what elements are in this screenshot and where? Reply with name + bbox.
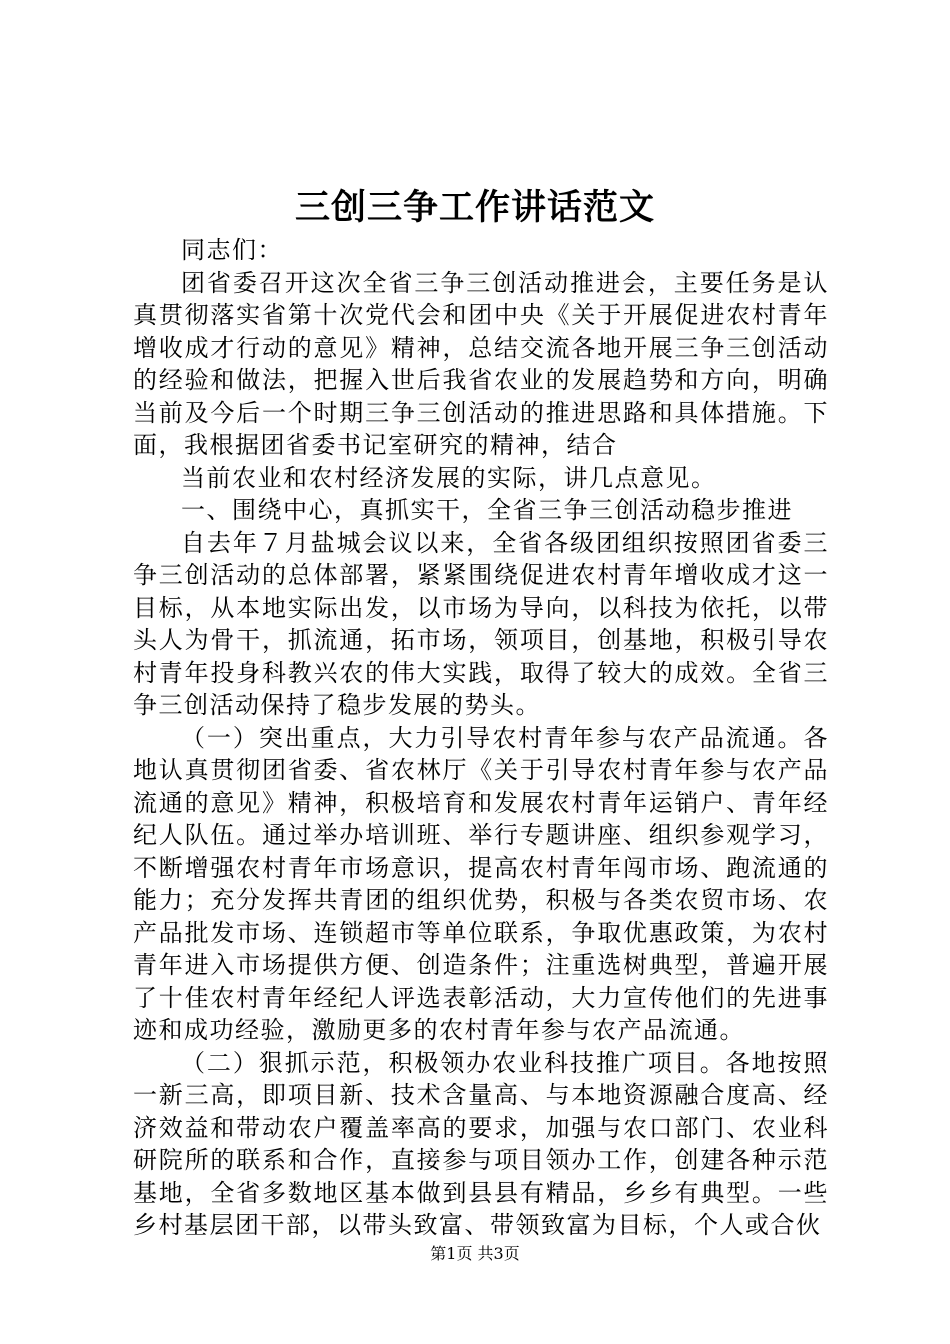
body-paragraph: （二）狠抓示范，积极领办农业科技推广项目。各地按照一新三高，即项目新、技术含量高、与本地资源融合度高、经济效益和带动农户覆盖率高的要求，加强与农口部门、农业科研院所的联系和合作，直接参与项目领办工作，创建各种示范基地，全省多数地区基本做到县县有精品，乡乡有典型。一些乡村基层团干部，以带头致富、带领致富为目标，个人或合伙 (133, 1048, 829, 1239)
page-number-footer: 第1页 共3页 (430, 1244, 520, 1263)
salutation-paragraph: 同志们： (181, 236, 283, 264)
body-paragraph: 团省委召开这次全省三争三创活动推进会，主要任务是认真贯彻落实省第十次党代会和团中央《关于开展促进农村青年增收成才行动的意见》精神，总结交流各地开展三争三创活动的经验和做法，把握入世后我省农业的发展趋势和方向，明确当前及今后一个时期三争三创活动的推进思路和具体措施。下面，我根据团省委书记室研究的精神，结合 (133, 268, 829, 459)
section-heading: 一、围绕中心，真抓实干，全省三争三创活动稳步推进 (181, 496, 793, 524)
body-paragraph: （一）突出重点，大力引导农村青年参与农产品流通。各地认真贯彻团省委、省农林厅《关于引导农村青年参与农产品流通的意见》精神，积极培育和发展农村青年运销户、青年经纪人队伍。通过举办培训班、举行专题讲座、组织参观学习，不断增强农村青年市场意识，提高农村青年闯市场、跑流通的能力；充分发挥共青团的组织优势，积极与各类农贸市场、农产品批发市场、连锁超市等单位联系，争取优惠政策，为农村青年进入市场提供方便、创造条件；注重选树典型，普遍开展了十佳农村青年经纪人评选表彰活动，大力宣传他们的先进事迹和成功经验，激励更多的农村青年参与农产品流通。 (133, 723, 829, 1044)
body-paragraph: 当前农业和农村经济发展的实际，讲几点意见。 (181, 463, 717, 492)
document-body (133, 234, 829, 1242)
document-title: 三创三争工作讲话范文 (294, 187, 655, 228)
body-paragraph: 自去年７月盐城会议以来，全省各级团组织按照团省委三争三创活动的总体部署，紧紧围绕促进农村青年增收成才这一目标，从本地实际出发，以市场为导向，以科技为依托，以带头人为骨干，抓流通，拓市场，领项目，创基地，积极引导农村青年投身科教兴农的伟大实践，取得了较大的成效。全省三争三创活动保持了稳步发展的势头。 (133, 528, 829, 719)
